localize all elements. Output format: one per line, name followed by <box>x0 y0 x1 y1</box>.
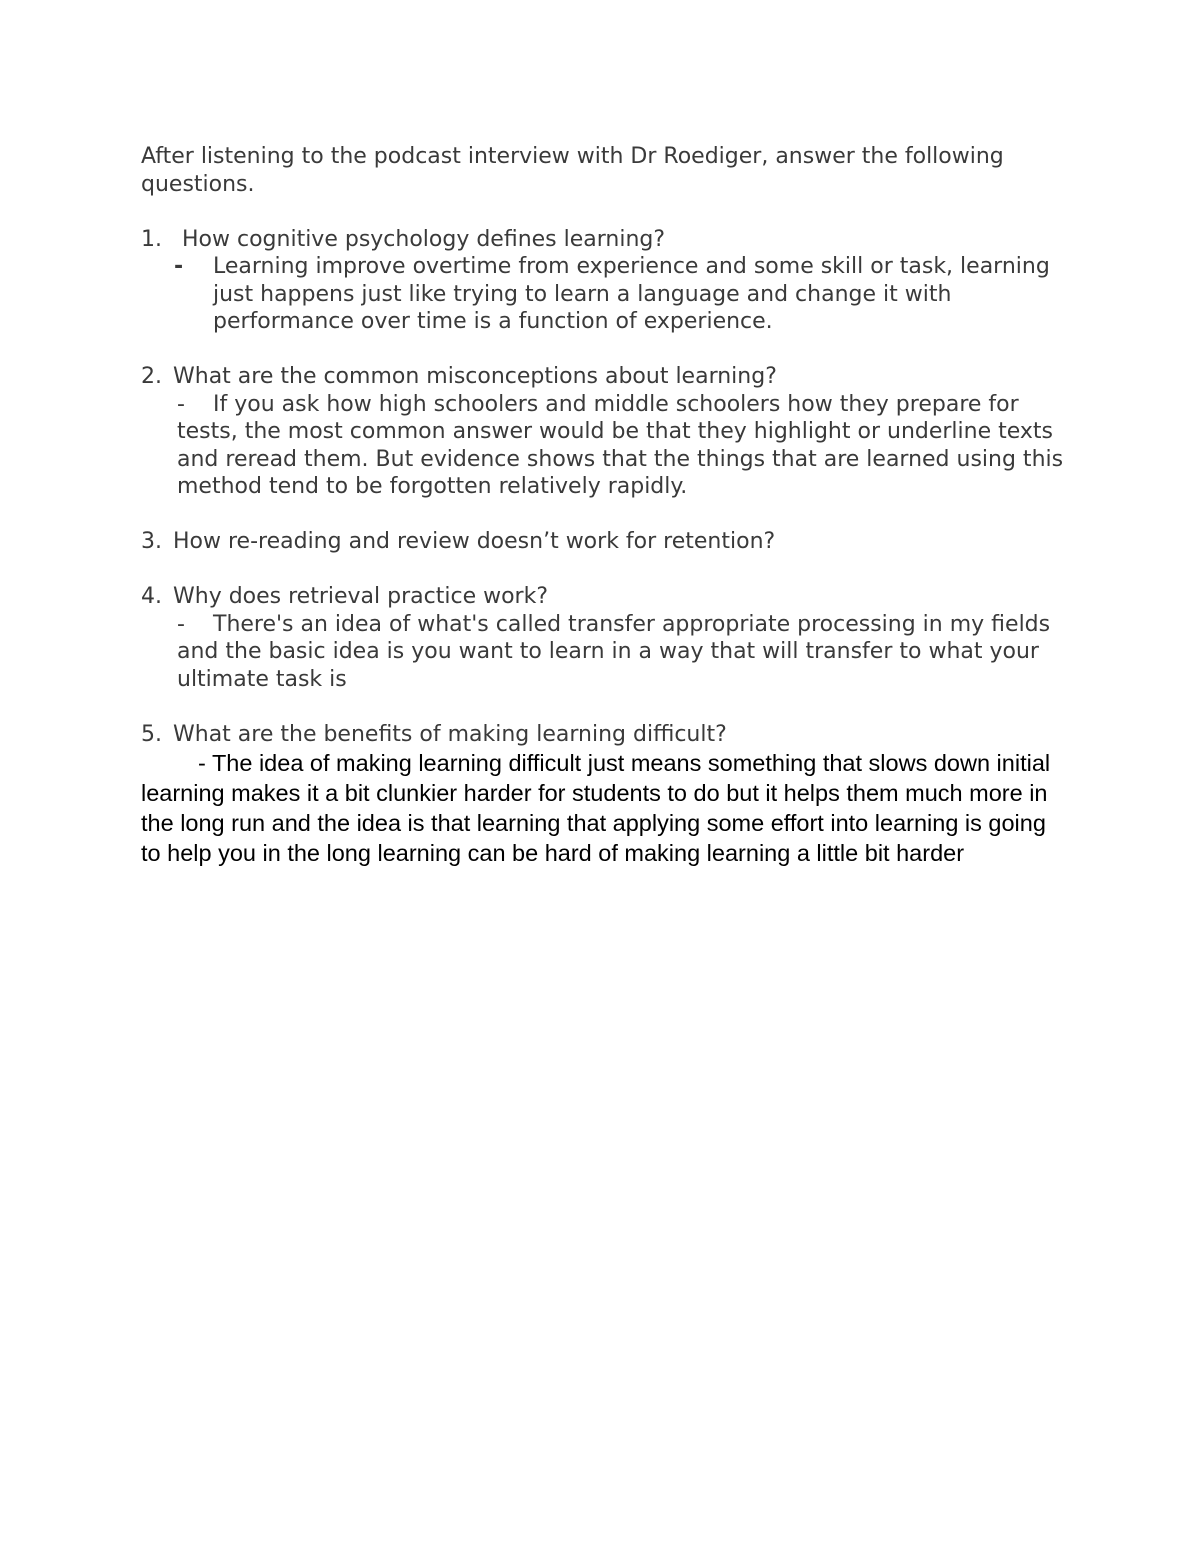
paragraph-gap <box>141 336 1071 364</box>
question-text: Why does retrieval practice work? <box>173 584 549 609</box>
question-text: What are the common misconceptions about learning? <box>173 364 777 389</box>
question-4 <box>141 583 1071 611</box>
answer-text: Learning improve overtime from experience and some skill or task, learning just happens just like trying to learn a language and change it with performance over time is a function of experience. <box>213 254 1050 334</box>
question-1 <box>141 226 1071 254</box>
paragraph-gap <box>141 556 1071 584</box>
answer-dash: - <box>177 611 185 637</box>
question-text: What are the benefits of making learning difficult? <box>173 721 727 747</box>
paragraph-gap <box>141 501 1071 529</box>
answer-text: If you ask how high schoolers and middle schoolers how they prepare for tests, the most common answer would be that they highlight or underline texts and reread them. But evidence shows that the things that are learned using this method tend to be forgotten relatively rapidly. <box>177 391 1064 499</box>
question-number: 1. <box>141 226 162 252</box>
intro-paragraph: After listening to the podcast interview with Dr Roediger, answer the following questions. <box>141 144 1004 197</box>
question-2 <box>141 363 1071 391</box>
question-number: 2. <box>141 364 162 389</box>
answer-text: The idea of making learning difficult just means something that slows down initial learning makes it a bit clunkier harder for students to do but it helps them much more in the long run and the idea is that learning that applying some effort into learning is going to help you in the long learning can be hard of making learning a little bit harder <box>141 750 1051 866</box>
answer-text: There's an idea of what's called transfer appropriate processing in my fields and the basic idea is you want to learn in a way that will transfer to what your ultimate task is <box>177 611 1051 692</box>
paragraph-gap <box>141 693 1071 721</box>
answer-5 <box>141 748 1071 868</box>
answer-4 <box>177 611 1071 694</box>
question-5 <box>141 721 1071 749</box>
answer-dash: - <box>198 750 206 776</box>
paragraph-gap <box>141 198 1071 226</box>
answer-dash: - <box>174 254 184 279</box>
answer-dash: - <box>177 391 185 417</box>
question-number: 5. <box>141 721 162 747</box>
answer-2 <box>177 391 1071 501</box>
question-number: 3. <box>141 529 162 554</box>
question-text: How re-reading and review doesn’t work for retention? <box>173 529 776 554</box>
question-text: How cognitive psychology defines learning? <box>182 226 666 252</box>
question-3 <box>141 528 1071 556</box>
answer-1 <box>174 253 1071 336</box>
document-body <box>141 143 1071 868</box>
question-number: 4. <box>141 584 162 609</box>
